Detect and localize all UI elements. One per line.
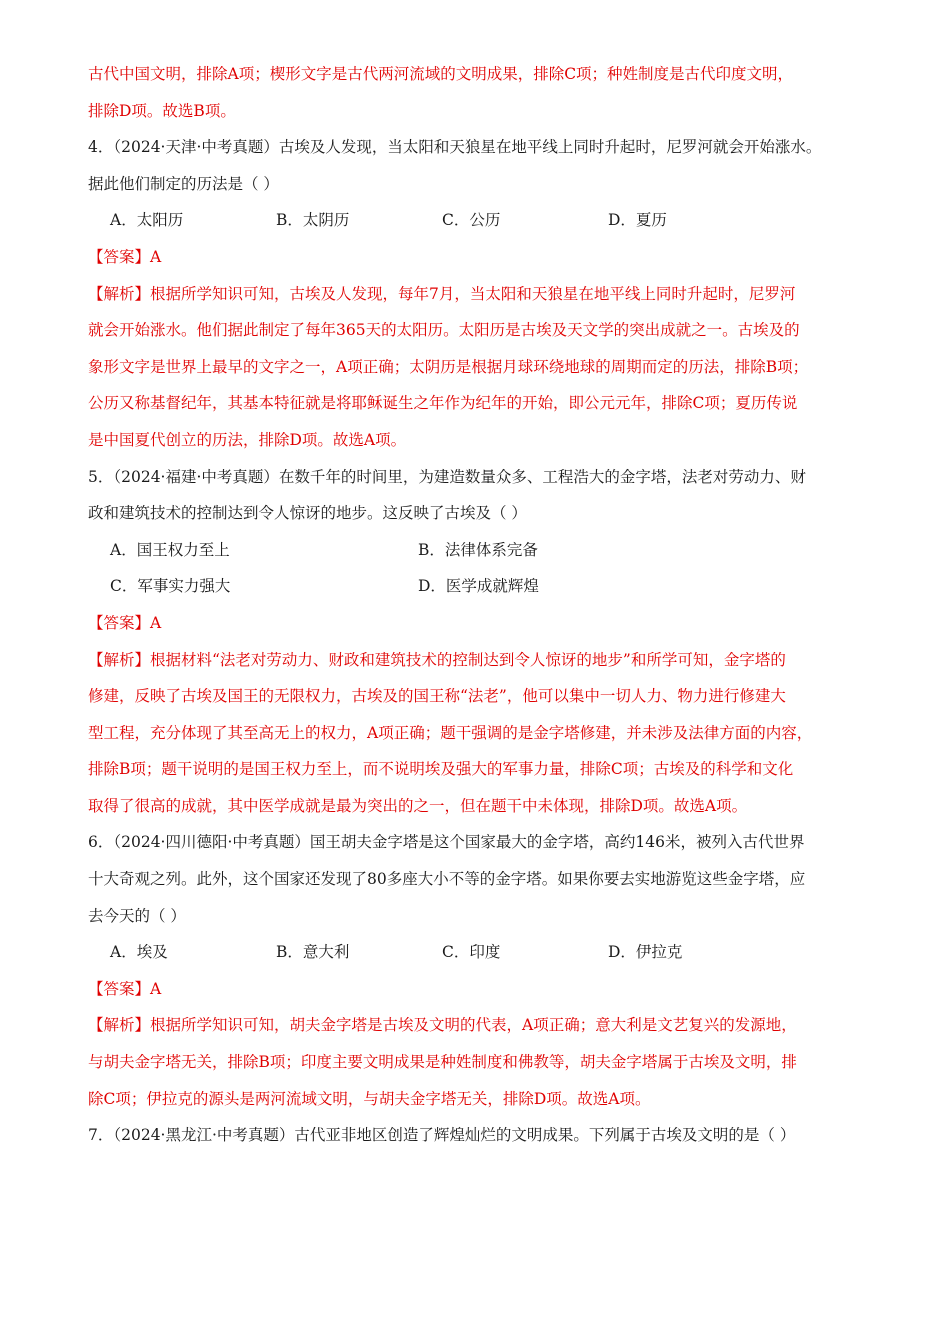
question-6 (88, 824, 868, 1117)
question-6-stem-line-3: 去今天的（ ） (88, 906, 186, 925)
document-page (88, 56, 868, 1154)
question-5-analysis-line-4: 排除B项；题干说明的是国王权力至上，而不说明埃及强大的军事力量，排除C项；古埃及的科学和文化 (88, 760, 794, 779)
analysis-continuation-line-1: 古代中国文明，排除A项；楔形文字是古代两河流域的文明成果，排除C项；种姓制度是古代印度文明， (88, 65, 794, 83)
question-5 (88, 459, 868, 825)
question-4-option-b: B．太阴历 (276, 211, 350, 230)
question-6-analysis-line-3: 除C项；伊拉克的源头是两河流域文明，与胡夫金字塔无关，排除D项。故选A项。 (88, 1089, 651, 1108)
question-6-answer: 【答案】A (88, 979, 162, 998)
question-6-options (88, 934, 868, 971)
question-5-answer: 【答案】A (88, 613, 162, 632)
question-4 (88, 129, 868, 458)
question-4-analysis-line-3: 象形文字是世界上最早的文字之一，A项正确；太阴历是根据月球环绕地球的周期而定的历法，排除B项； (88, 357, 809, 376)
question-6-option-b: B．意大利 (276, 943, 350, 962)
analysis-continuation-line-2: 排除D项。故选B项。 (88, 101, 236, 120)
question-4-analysis-line-1: 【解析】根据所学知识可知，古埃及人发现，每年7月，当太阳和天狼星在地平线上同时升起时，尼罗河 (88, 284, 796, 303)
question-5-option-a: A．国王权力至上 (110, 540, 230, 559)
question-6-analysis-line-1: 【解析】根据所学知识可知，胡夫金字塔是古埃及文明的代表，A项正确；意大利是文艺复兴的发源地， (88, 1016, 797, 1035)
question-4-option-d: D．夏历 (608, 211, 667, 230)
question-7 (88, 1117, 868, 1154)
question-7-stem-line-1: 7．（2024·黑龙江·中考真题）古代亚非地区创造了辉煌灿烂的文明成果。下列属于古埃及文明的是（ ） (88, 1126, 796, 1145)
question-5-analysis-line-2: 修建，反映了古埃及国王的无限权力，古埃及的国王称“法老”，他可以集中一切人力、物力进行修建大 (88, 687, 786, 706)
question-6-option-a: A．埃及 (110, 943, 168, 962)
question-5-stem-line-2: 政和建筑技术的控制达到令人惊讶的地步。这反映了古埃及（ ） (88, 504, 527, 523)
question-5-stem-line-1: 5．（2024·福建·中考真题）在数千年的时间里，为建造数量众多、工程浩大的金字塔，法老对劳动力、财 (88, 467, 806, 486)
question-4-analysis-line-5: 是中国夏代创立的历法，排除D项。故选A项。 (88, 430, 407, 449)
question-5-option-c: C．军事实力强大 (110, 577, 231, 596)
question-4-option-a: A．太阳历 (110, 211, 184, 230)
question-6-analysis-line-2: 与胡夫金字塔无关，排除B项；印度主要文明成果是种姓制度和佛教等，胡夫金字塔属于古埃及文明，排 (88, 1053, 797, 1072)
question-5-options-row-1 (88, 532, 868, 569)
question-5-analysis-line-1: 【解析】根据材料“法老对劳动力、财政和建筑技术的控制达到令人惊讶的地步”和所学可知，金字塔的 (88, 650, 786, 669)
question-4-answer: 【答案】A (88, 247, 162, 266)
question-4-stem-line-2: 据此他们制定的历法是（ ） (88, 174, 279, 193)
question-6-option-c: C．印度 (442, 943, 501, 962)
question-5-option-b: B．法律体系完备 (418, 540, 538, 559)
question-5-analysis-line-5: 取得了很高的成就，其中医学成就是最为突出的之一，但在题干中未体现，排除D项。故选A项。 (88, 796, 748, 815)
question-4-analysis-line-4: 公历又称基督纪年，其基本特征就是将耶稣诞生之年作为纪年的开始，即公元元年，排除C项；夏历传说 (88, 394, 798, 413)
question-6-stem-line-1: 6．（2024·四川德阳·中考真题）国王胡夫金字塔是这个国家最大的金字塔，高约146米，被列入古代世界 (88, 833, 805, 852)
question-5-option-d: D．医学成就辉煌 (418, 577, 539, 596)
question-6-option-d: D．伊拉克 (608, 943, 683, 962)
question-6-stem-line-2: 十大奇观之列。此外，这个国家还发现了80多座大小不等的金字塔。如果你要去实地游览这些金字塔，应 (88, 870, 806, 889)
question-4-options (88, 202, 868, 239)
question-4-option-c: C．公历 (442, 211, 501, 230)
question-5-analysis-line-3: 型工程，充分体现了其至高无上的权力，A项正确；题干强调的是金字塔修建，并未涉及法律方面的内容， (88, 723, 813, 742)
question-5-options-row-2 (88, 568, 868, 605)
question-4-analysis-line-2: 就会开始涨水。他们据此制定了每年365天的太阳历。太阳历是古埃及天文学的突出成就之一。古埃及的 (88, 321, 800, 340)
question-4-stem-line-1: 4．（2024·天津·中考真题）古埃及人发现，当太阳和天狼星在地平线上同时升起时，尼罗河就会开始涨水。 (88, 138, 822, 157)
